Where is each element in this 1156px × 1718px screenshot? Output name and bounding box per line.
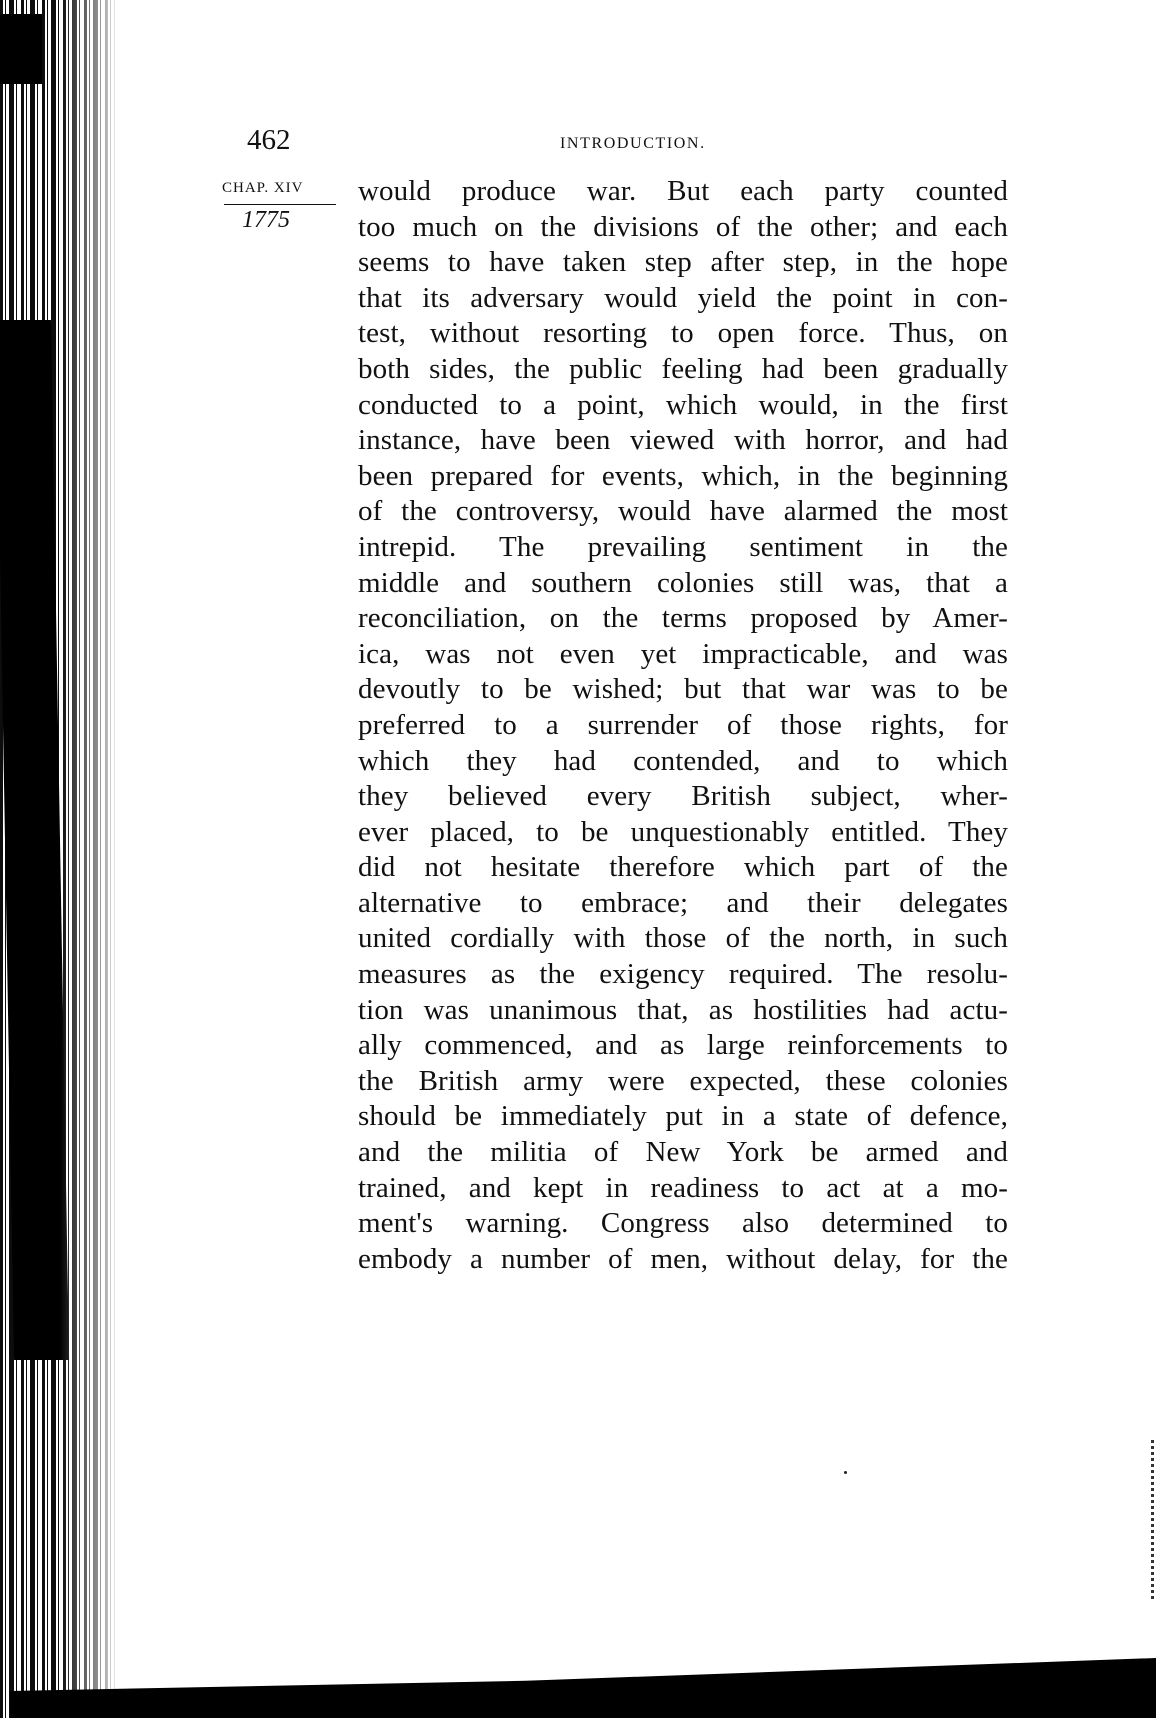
text-line: instance, have been viewed with horror, and had	[358, 424, 1008, 457]
text-line: devoutly to be wished; but that war was to be	[358, 673, 1008, 706]
text-line: conducted to a point, which would, in the first	[358, 388, 1008, 421]
text-line: they believed every British subject, wher-	[358, 780, 1008, 813]
text-line: test, without resorting to open force. Thus, on	[358, 317, 1008, 350]
text-line: reconciliation, on the terms proposed by Amer-	[358, 602, 1008, 635]
text-line: and the militia of New York be armed and	[358, 1136, 1008, 1169]
text-line: ever placed, to be unquestionably entitled. They	[358, 815, 1008, 848]
text-line: did not hesitate therefore which part of the	[358, 851, 1008, 884]
scanned-page-bottom-edge	[10, 1658, 1156, 1718]
scanned-book-gutter-top	[0, 14, 42, 84]
running-head-title: INTRODUCTION.	[560, 135, 706, 152]
margin-note	[222, 177, 340, 233]
text-line: preferred to a surrender of those rights, for	[358, 708, 1008, 741]
text-line: that its adversary would yield the point in con-	[358, 281, 1008, 314]
text-line: would produce war. But each party counted	[358, 175, 1008, 207]
chapter-label: CHAP. XIV	[222, 180, 304, 196]
text-line: middle and southern colonies still was, that a	[358, 566, 1008, 599]
text-line: both sides, the public feeling had been gradually	[358, 352, 1008, 385]
scanned-page-right-edge	[1151, 1440, 1154, 1600]
year-label: 1775	[242, 207, 290, 233]
text-line: ica, was not even yet impracticable, and was	[358, 637, 1008, 670]
text-line: alternative to embrace; and their delegates	[358, 886, 1008, 919]
text-line: should be immediately put in a state of defence,	[358, 1100, 1008, 1133]
text-line: which they had contended, and to which	[358, 744, 1008, 777]
scan-speck	[844, 1471, 847, 1474]
text-line: the British army were expected, these colonies	[358, 1064, 1008, 1097]
text-line: measures as the exigency required. The resolu-	[358, 958, 1008, 991]
text-line: united cordially with those of the north, in such	[358, 922, 1008, 955]
text-line: been prepared for events, which, in the beginning	[358, 459, 1008, 492]
running-head	[247, 124, 1007, 164]
text-line: ment's warning. Congress also determined to	[358, 1207, 1008, 1240]
page-number: 462	[247, 124, 291, 156]
text-line: tion was unanimous that, as hostilities had actu-	[358, 993, 1008, 1026]
text-line: of the controversy, would have alarmed the most	[358, 495, 1008, 528]
text-line: too much on the divisions of the other; and each	[358, 210, 1008, 243]
margin-rule	[224, 204, 336, 205]
text-line: intrepid. The prevailing sentiment in the	[358, 530, 1008, 563]
text-line: embody a number of men, without delay, for the	[358, 1242, 1008, 1275]
text-line: seems to have taken step after step, in the hope	[358, 246, 1008, 279]
scanned-book-gutter-fade	[60, 0, 120, 1718]
body-text	[358, 174, 1008, 1277]
text-line: ally commenced, and as large reinforcements to	[358, 1029, 1008, 1062]
text-line: trained, and kept in readiness to act at a mo-	[358, 1171, 1008, 1204]
